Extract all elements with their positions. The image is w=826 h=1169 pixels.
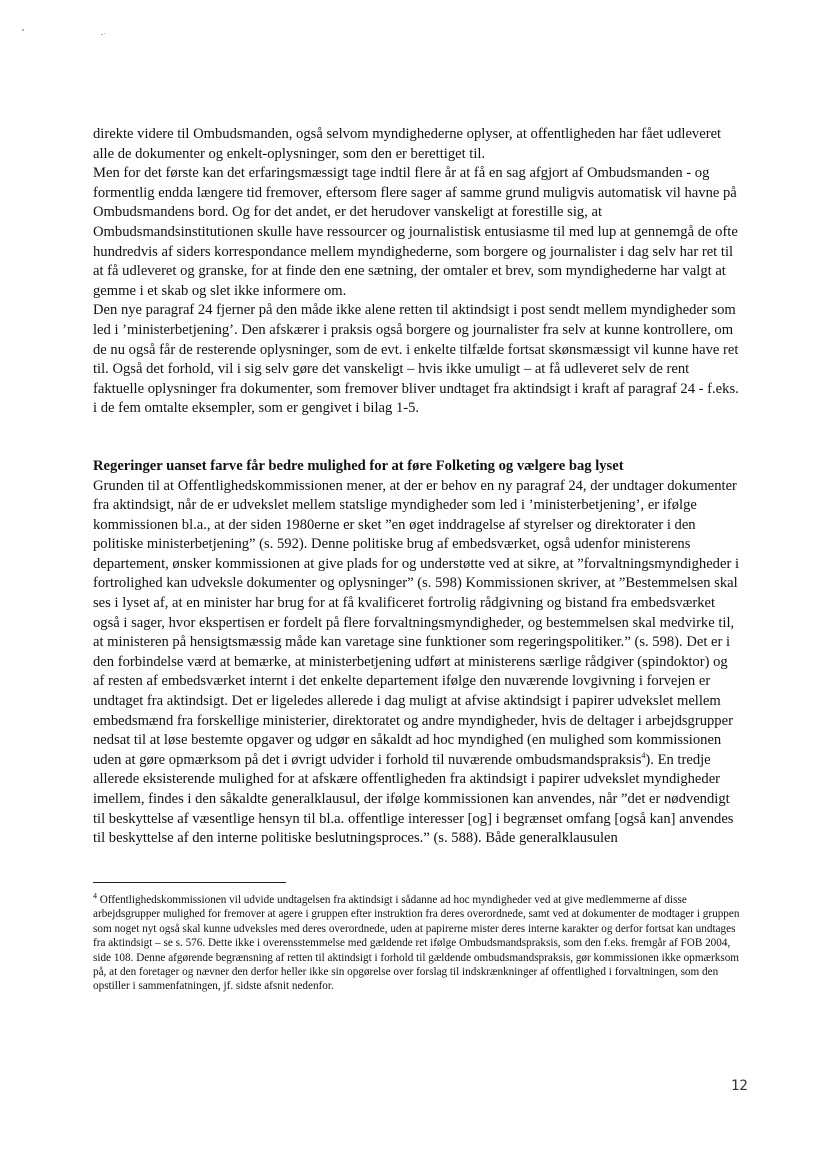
paragraph-text: Grunden til at Offentlighedskommissionen mener, at der er behov en ny paragraf 24, der undtager dokumenter fra aktindsigt, når de er udvekslet mellem statslige myndigheder som led i ’ministerbetjening’, er ifølge kommissionen bl.a., at der siden 1980erne er sket ”en øget inddragelse af styrelser og direktorater i den politiske ministerbetjening” (s. 592). Denne politiske brug af embedsværket, også udenfor ministerens departement, ønsker kommissionen at give plads for og understøtte ved at sikre, at ”forvaltningsmyndigheder i fortrolighed kan udveksle dokumenter og oplysninger” (s. 598) Kommissionen skriver, at ”Bestemmelsen skal ses i lyset af, at en minister har brug for at få kvalificeret fortrolig rådgivning og bistand fra embedsværket også i sager, hvor ekspertisen er fordelt på flere forvaltningsmyndigheder, og bestemmelsen skal medvirke til, at ministeren på hensigtsmæssig måde kan varetage sine funktioner som regeringspolitiker.” (s. 598). Det er i den forbindelse værd at bemærke, at ministerbetjening udført at ministerens særlige rådgiver (spindoktor) og af resten af embedsværket internt i det enkelte departement ifølge den nuværende lovgivning i forvejen er undtaget fra aktindsigt. Det er ligeledes allerede i dag muligt at afvise aktindsigt i papirer udvekslet mellem embedsmænd fra forskellige ministerier, direktoratet og andre myndigheder, hvis de deltager i arbejdsgrupper nedsat til at løse bestemte opgaver og udgør en såkaldt ad hoc myndighed (en mulighed som kommissionen uden at gøre opmærksom på det i øvrigt udvider i forhold til nuværende ombudsmandspraksis <box>93 477 740 768</box>
paragraph: Men for det første kan det erfaringsmæssigt tage indtil flere år at få en sag afgjort af Ombudsmanden - og formentlig endda længere tid fremover, eftersom flere sager af samme grund muligvis automatisk vil havne på Ombudsmandens bord. Og for det andet, er det herudover vanskeligt at forestille sig, at Ombudsmandsinstitutionen skulle have ressourcer og journalistisk entusiasme til med lup at gennemgå de ofte hundredvis af siders korrespondance mellem myndighederne, som borgere og journalister i dag selv har ret til at få udleveret og granske, for at finde den ene sætning, der omtaler et brev, som myndighederne har valgt at gemme i et skab og slet ikke informere om. <box>93 165 738 299</box>
paragraph: direkte videre til Ombudsmanden, også selvom myndighederne oplyser, at offentligheden har fået udleveret alle de dokumenter og enkelt-oplysninger, som den er berettiget til. <box>93 126 722 162</box>
page-body <box>93 125 741 849</box>
section-gap <box>93 419 741 457</box>
paragraph: Den nye paragraf 24 fjerner på den måde ikke alene retten til aktindsigt i post sendt mellem myndigheder som led i ’ministerbetjening’. Den afskærer i praksis også borgere og journalister fra selv at kunne kontrollere, om de nu også får de resterende oplysninger, som de evt. i enkelte tilfælde fortsat skønsmæssigt vil kunne have ret til. Også det forhold, vil i sig selv gøre det vanskeligt – hvis ikke umuligt – at få udleveret selv de rent faktuelle oplysninger fra dokumenter, som fremover bliver undtaget fra aktindsigt i kraft af paragraf 24 - f.eks. i de fem omtalte eksempler, som er gengivet i bilag 1-5. <box>93 302 739 417</box>
footnote-text: Offentlighedskommissionen vil udvide undtagelsen fra aktindsigt i sådanne ad hoc myndigheder ved at give medlemmerne af disse arbejdsgrupper mulighed for fremover at agere i gruppen efter instruktion fra deres overordnede, samt ved at dokumenter de modtager i gruppen som noget nyt også skal kunne udveksles med deres overordnede, uden at papirerne mister deres interne karakter og derfor fortsat kan undtages fra aktindsigt – se s. 576. Dette ikke i overensstemmelse med gældende ret ifølge Ombudsmandspraksis, som den f.eks. fremgår af FOB 2004, side 108. Denne afgørende begrænsning af retten til aktindsigt i forhold til gældende ombudsmandspraksis, gør kommissionen ikke opmærksom på, at den foretager og nævner den derfor heller ikke sin opgørelse over forslag til indskrænkninger af offentlighed i forvaltningen, som den opstiller i sammenfatningen, jf. sidste afsnit nedenfor. <box>93 894 740 993</box>
page-number: 12 <box>731 1078 748 1094</box>
section-heading: Regeringer uanset farve får bedre mulighed for at føre Folketing og vælgere bag lyset <box>93 457 624 474</box>
footnote-marker: 4 <box>93 891 97 901</box>
paragraph <box>93 477 741 849</box>
footnote-reference: 4 <box>641 750 646 760</box>
paragraph-text: ). En tredje allerede eksisterende mulighed for at afskære offentligheden fra aktindsigt i papirer udvekslet myndigheder imellem, findes i den såkaldte generalklausul, der ifølge kommissionen kan anvendes, når ”det er nødvendigt til beskyttelse af væsentlige hensyn til bl.a. offentlige interesser [og] i begrænset omfang [også kan] anvendes til beskyttelse af den interne politiske beslutningsproces.” (s. 588). Både generalklausulen <box>93 751 734 847</box>
scan-speck <box>22 29 24 31</box>
footnote <box>93 893 743 994</box>
scan-speck <box>104 33 105 34</box>
footnote-separator <box>93 882 286 883</box>
scan-speck <box>101 34 103 35</box>
